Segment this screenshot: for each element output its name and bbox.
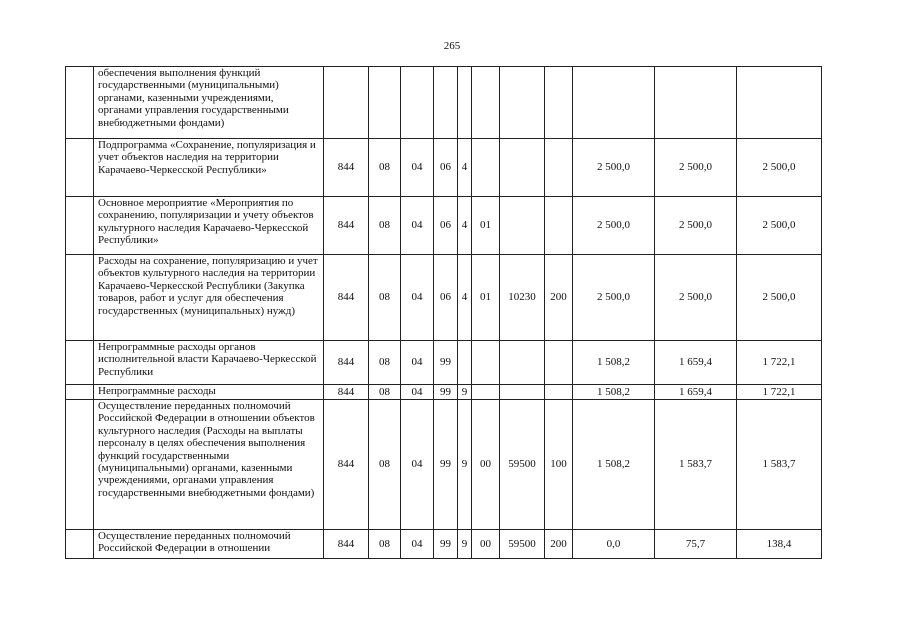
amount-year2-cell: 1 583,7 bbox=[655, 400, 737, 530]
amount-year3-cell: 1 722,1 bbox=[737, 341, 822, 385]
row-index-cell bbox=[66, 341, 94, 385]
activity-code-cell: 00 bbox=[472, 530, 500, 559]
program-code-cell: 99 bbox=[434, 341, 458, 385]
subsection-code-cell: 04 bbox=[401, 139, 434, 197]
direction-code-cell: 59500 bbox=[500, 400, 545, 530]
subsection-code-cell: 04 bbox=[401, 197, 434, 255]
subprogram-code-cell bbox=[458, 341, 472, 385]
activity-code-cell bbox=[472, 385, 500, 400]
section-code-cell bbox=[369, 67, 401, 139]
budget-table bbox=[65, 66, 822, 559]
amount-year1-cell: 1 508,2 bbox=[573, 385, 655, 400]
row-index-cell bbox=[66, 255, 94, 341]
amount-year1-cell bbox=[573, 67, 655, 139]
grbs-code-cell: 844 bbox=[324, 400, 369, 530]
grbs-code-cell: 844 bbox=[324, 385, 369, 400]
expense-name-cell: Непрограммные расходы органов исполнительной власти Карачаево-Черкесской Республики bbox=[94, 341, 324, 385]
amount-year3-cell: 2 500,0 bbox=[737, 139, 822, 197]
activity-code-cell: 00 bbox=[472, 400, 500, 530]
amount-year3-cell: 1 583,7 bbox=[737, 400, 822, 530]
section-code-cell: 08 bbox=[369, 197, 401, 255]
section-code-cell: 08 bbox=[369, 400, 401, 530]
expense-name-cell: Осуществление переданных полномочий Российской Федерации в отношении bbox=[94, 530, 324, 559]
expense-name-cell: Подпрограмма «Сохранение, популяризация и учет объектов наследия на территории Карачаево-Черкесской Республики» bbox=[94, 139, 324, 197]
subsection-code-cell bbox=[401, 67, 434, 139]
grbs-code-cell: 844 bbox=[324, 341, 369, 385]
table-row bbox=[66, 255, 822, 341]
expense-type-cell: 100 bbox=[545, 400, 573, 530]
amount-year1-cell: 2 500,0 bbox=[573, 255, 655, 341]
section-code-cell: 08 bbox=[369, 139, 401, 197]
subsection-code-cell: 04 bbox=[401, 530, 434, 559]
grbs-code-cell: 844 bbox=[324, 255, 369, 341]
program-code-cell: 99 bbox=[434, 530, 458, 559]
table-row bbox=[66, 341, 822, 385]
amount-year2-cell: 75,7 bbox=[655, 530, 737, 559]
subprogram-code-cell: 4 bbox=[458, 255, 472, 341]
section-code-cell: 08 bbox=[369, 255, 401, 341]
row-index-cell bbox=[66, 400, 94, 530]
table-row bbox=[66, 385, 822, 400]
amount-year1-cell: 0,0 bbox=[573, 530, 655, 559]
direction-code-cell bbox=[500, 139, 545, 197]
amount-year3-cell: 138,4 bbox=[737, 530, 822, 559]
subsection-code-cell: 04 bbox=[401, 255, 434, 341]
expense-type-cell bbox=[545, 67, 573, 139]
grbs-code-cell: 844 bbox=[324, 139, 369, 197]
amount-year1-cell: 2 500,0 bbox=[573, 197, 655, 255]
expense-type-cell: 200 bbox=[545, 255, 573, 341]
activity-code-cell: 01 bbox=[472, 255, 500, 341]
row-index-cell bbox=[66, 67, 94, 139]
direction-code-cell: 59500 bbox=[500, 530, 545, 559]
program-code-cell bbox=[434, 67, 458, 139]
table-row bbox=[66, 139, 822, 197]
direction-code-cell bbox=[500, 67, 545, 139]
program-code-cell: 99 bbox=[434, 400, 458, 530]
table-row bbox=[66, 197, 822, 255]
amount-year2-cell: 2 500,0 bbox=[655, 255, 737, 341]
amount-year3-cell: 2 500,0 bbox=[737, 255, 822, 341]
expense-name-cell: Непрограммные расходы bbox=[94, 385, 324, 400]
program-code-cell: 06 bbox=[434, 139, 458, 197]
grbs-code-cell: 844 bbox=[324, 197, 369, 255]
direction-code-cell bbox=[500, 197, 545, 255]
direction-code-cell: 10230 bbox=[500, 255, 545, 341]
activity-code-cell bbox=[472, 67, 500, 139]
activity-code-cell: 01 bbox=[472, 197, 500, 255]
expense-name-cell: Осуществление переданных полномочий Российской Федерации в отношении объектов культурного наследия (Расходы на выплаты персоналу в целях обеспечения выполнения функций государственными (муниципальными) органами, казенными учреждениями, органами управления государственными внебюджетными фондами) bbox=[94, 400, 324, 530]
page-number: 265 bbox=[443, 40, 461, 52]
row-index-cell bbox=[66, 139, 94, 197]
amount-year3-cell bbox=[737, 67, 822, 139]
expense-name-cell: обеспечения выполнения функций государственными (муниципальными) органами, казенными учреждениями, органами управления государственными внебюджетными фондами) bbox=[94, 67, 324, 139]
section-code-cell: 08 bbox=[369, 530, 401, 559]
subprogram-code-cell: 9 bbox=[458, 530, 472, 559]
amount-year2-cell bbox=[655, 67, 737, 139]
expense-type-cell bbox=[545, 385, 573, 400]
row-index-cell bbox=[66, 197, 94, 255]
amount-year3-cell: 2 500,0 bbox=[737, 197, 822, 255]
grbs-code-cell: 844 bbox=[324, 530, 369, 559]
expense-type-cell bbox=[545, 197, 573, 255]
program-code-cell: 99 bbox=[434, 385, 458, 400]
table-row bbox=[66, 67, 822, 139]
section-code-cell: 08 bbox=[369, 341, 401, 385]
row-index-cell bbox=[66, 530, 94, 559]
subprogram-code-cell: 4 bbox=[458, 139, 472, 197]
expense-type-cell bbox=[545, 139, 573, 197]
amount-year2-cell: 1 659,4 bbox=[655, 341, 737, 385]
expense-name-cell: Основное мероприятие «Мероприятия по сохранению, популяризации и учету объектов культурного наследия Карачаево-Черкесской Республики» bbox=[94, 197, 324, 255]
amount-year1-cell: 1 508,2 bbox=[573, 341, 655, 385]
subsection-code-cell: 04 bbox=[401, 385, 434, 400]
row-index-cell bbox=[66, 385, 94, 400]
subprogram-code-cell bbox=[458, 67, 472, 139]
grbs-code-cell bbox=[324, 67, 369, 139]
program-code-cell: 06 bbox=[434, 197, 458, 255]
amount-year2-cell: 2 500,0 bbox=[655, 197, 737, 255]
direction-code-cell bbox=[500, 341, 545, 385]
amount-year2-cell: 1 659,4 bbox=[655, 385, 737, 400]
subprogram-code-cell: 9 bbox=[458, 400, 472, 530]
table-row bbox=[66, 400, 822, 530]
section-code-cell: 08 bbox=[369, 385, 401, 400]
amount-year2-cell: 2 500,0 bbox=[655, 139, 737, 197]
subsection-code-cell: 04 bbox=[401, 400, 434, 530]
table-row bbox=[66, 530, 822, 559]
amount-year1-cell: 1 508,2 bbox=[573, 400, 655, 530]
direction-code-cell bbox=[500, 385, 545, 400]
amount-year3-cell: 1 722,1 bbox=[737, 385, 822, 400]
expense-name-cell: Расходы на сохранение, популяризацию и учет объектов культурного наследия на территории Карачаево-Черкесской Республики (Закупка товаров, работ и услуг для обеспечения государственных (муниципальных) нужд) bbox=[94, 255, 324, 341]
subprogram-code-cell: 9 bbox=[458, 385, 472, 400]
amount-year1-cell: 2 500,0 bbox=[573, 139, 655, 197]
subsection-code-cell: 04 bbox=[401, 341, 434, 385]
expense-type-cell bbox=[545, 341, 573, 385]
activity-code-cell bbox=[472, 139, 500, 197]
table-body bbox=[66, 67, 822, 559]
expense-type-cell: 200 bbox=[545, 530, 573, 559]
program-code-cell: 06 bbox=[434, 255, 458, 341]
activity-code-cell bbox=[472, 341, 500, 385]
subprogram-code-cell: 4 bbox=[458, 197, 472, 255]
